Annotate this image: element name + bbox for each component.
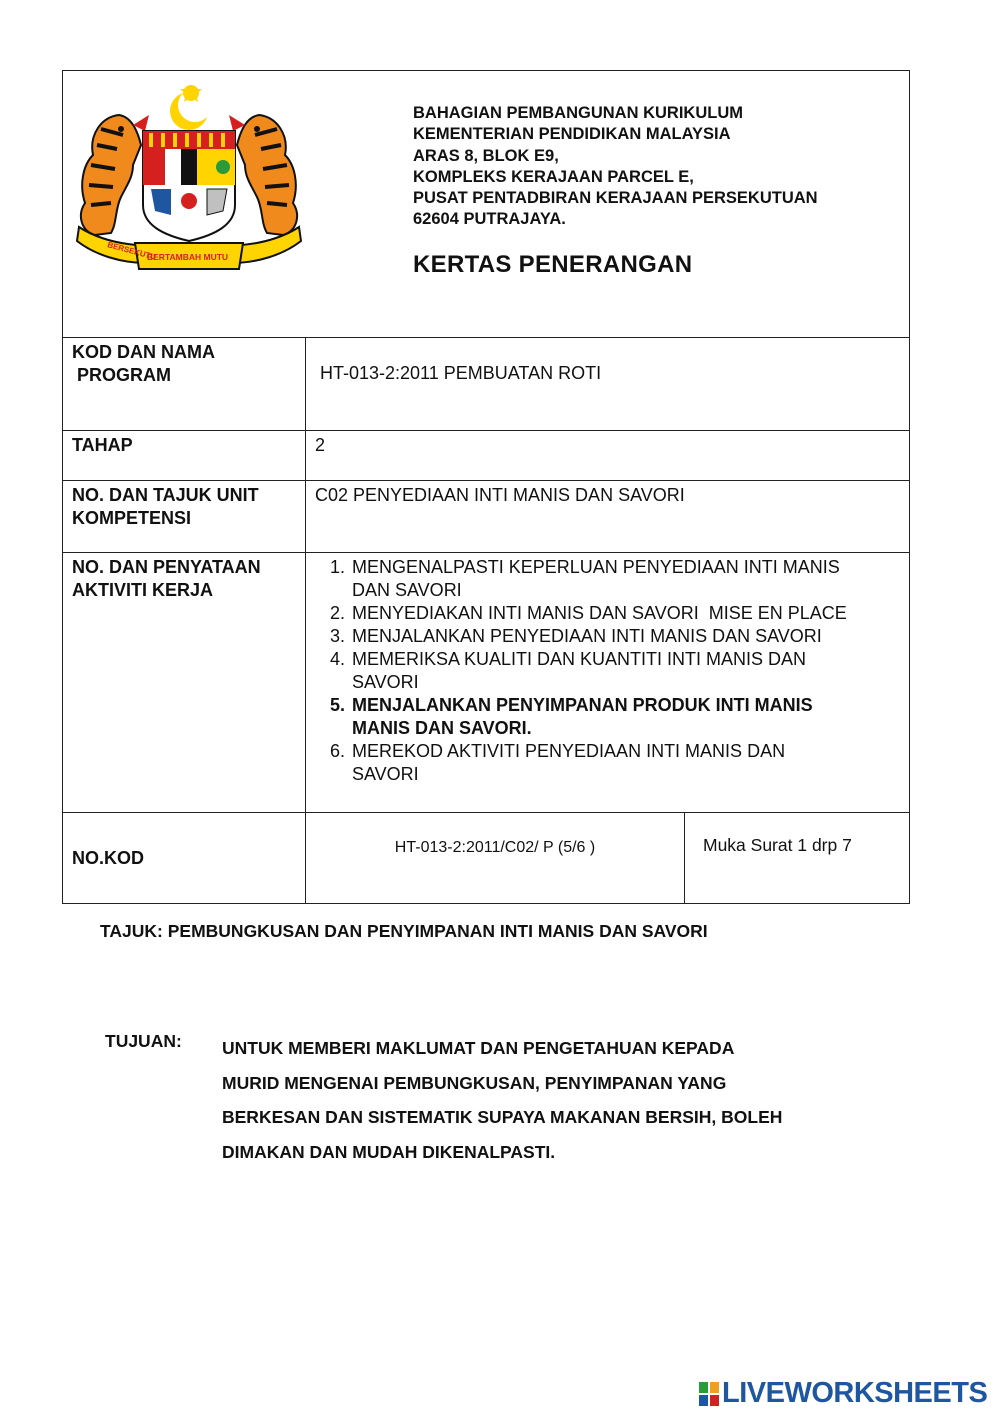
tujuan-line: BERKESAN DAN SISTEMATIK SUPAYA MAKANAN BERSIH, BOLEH <box>222 1107 783 1127</box>
list-item <box>330 694 900 740</box>
left-tiger-icon <box>81 115 149 235</box>
unit-label <box>63 481 306 553</box>
list-text <box>352 625 822 648</box>
label-line: AKTIVITI KERJA <box>72 580 214 600</box>
tujuan-line: DIMAKAN DAN MUDAH DIKENALPASTI. <box>222 1141 556 1162</box>
list-line: MANIS DAN SAVORI. <box>352 718 532 738</box>
nokod-label: NO.KOD <box>63 813 306 904</box>
tujuan-line: UNTUK MEMBERI MAKLUMAT DAN PENGETAHUAN KEPADA <box>222 1038 735 1058</box>
liveworksheets-watermark[interactable] <box>698 1377 987 1410</box>
list-text <box>352 694 813 740</box>
list-item <box>330 648 900 694</box>
label-line: NO. DAN TAJUK UNIT <box>72 485 259 505</box>
list-number: 3. <box>330 626 346 646</box>
list-line: MENJALANKAN PENYEDIAAN INTI MANIS DAN SAVORI <box>352 626 822 646</box>
list-number: 5. <box>330 695 346 715</box>
org-line: 62604 PUTRAJAYA. <box>413 210 566 229</box>
list-line: MEMERIKSA KUALITI DAN KUANTITI INTI MANIS DAN <box>352 649 807 669</box>
tahap-label: TAHAP <box>63 431 306 481</box>
list-number: 4. <box>330 649 346 669</box>
aktiviti-list-cell <box>306 553 910 813</box>
program-label <box>63 338 306 431</box>
shield-icon <box>143 131 235 241</box>
org-line: KOMPLEKS KERAJAAN PARCEL E, <box>413 167 694 186</box>
list-line: SAVORI <box>352 764 419 784</box>
list-line: DAN SAVORI <box>352 580 462 600</box>
list-text <box>352 740 785 786</box>
malaysia-coat-of-arms-logo <box>71 85 307 271</box>
list-item <box>330 740 900 786</box>
label-line: PROGRAM <box>72 365 171 385</box>
list-text <box>352 602 847 625</box>
watermark-text: LIVEWORKSHEETS <box>722 1377 988 1409</box>
tujuan-label: TUJUAN: <box>105 1031 182 1051</box>
tujuan-line: MURID MENGENAI PEMBUNGKUSAN, PENYIMPANAN YANG <box>222 1072 727 1093</box>
svg-text:BERTAMBAH MUTU: BERTAMBAH MUTU <box>147 252 229 262</box>
list-line: MENJALANKAN PENYIMPANAN PRODUK INTI MANIS <box>352 695 813 715</box>
list-number: 2. <box>330 603 346 623</box>
aktiviti-list <box>315 556 900 786</box>
program-value: HT-013-2:2011 PEMBUATAN ROTI <box>306 338 910 431</box>
list-line: SAVORI <box>352 672 419 692</box>
info-sheet-table <box>62 70 910 904</box>
label-line: KOD DAN NAMA <box>72 342 215 362</box>
svg-text:BERSEKUTU: BERSEKUTU <box>106 240 157 262</box>
unit-value: C02 PENYEDIAAN INTI MANIS DAN SAVORI <box>306 481 910 553</box>
list-item <box>330 625 900 648</box>
list-number: 1. <box>330 557 346 577</box>
list-number: 6. <box>330 741 346 761</box>
right-tiger-icon <box>229 115 297 235</box>
label-line: KOMPETENSI <box>72 508 192 528</box>
org-line: BAHAGIAN PEMBANGUNAN KURIKULUM <box>413 104 743 122</box>
list-line: MENGENALPASTI KEPERLUAN PENYEDIAAN INTI MANIS <box>352 557 840 577</box>
tahap-value: 2 <box>306 431 910 481</box>
page-number: Muka Surat 1 drp 7 <box>685 813 910 904</box>
organization-address <box>413 103 818 231</box>
list-line: MENYEDIAKAN INTI MANIS DAN SAVORI MISE EN PLACE <box>352 603 847 623</box>
list-text <box>352 648 806 694</box>
crescent-star-icon <box>170 85 212 130</box>
list-item <box>330 602 900 625</box>
tajuk-heading: TAJUK: PEMBUNGKUSAN DAN PENYIMPANAN INTI MANIS DAN SAVORI <box>100 921 708 941</box>
tujuan-text <box>222 1031 782 1169</box>
org-line: PUSAT PENTADBIRAN KERAJAAN PERSEKUTUAN <box>413 189 818 208</box>
org-line: KEMENTERIAN PENDIDIKAN MALAYSIA <box>413 125 731 144</box>
nokod-value: HT-013-2:2011/C02/ P (5/6 ) <box>306 813 685 904</box>
org-line: ARAS 8, BLOK E9, <box>413 146 559 165</box>
document-title: KERTAS PENERANGAN <box>413 251 693 278</box>
list-text <box>352 556 840 602</box>
header-cell <box>63 71 910 338</box>
list-item <box>330 556 900 602</box>
label-line: NO. DAN PENYATAAN <box>72 557 261 577</box>
aktiviti-label <box>63 553 306 813</box>
list-line: MEREKOD AKTIVITI PENYEDIAAN INTI MANIS DAN <box>352 741 786 761</box>
liveworksheets-logo-icon <box>698 1379 720 1409</box>
